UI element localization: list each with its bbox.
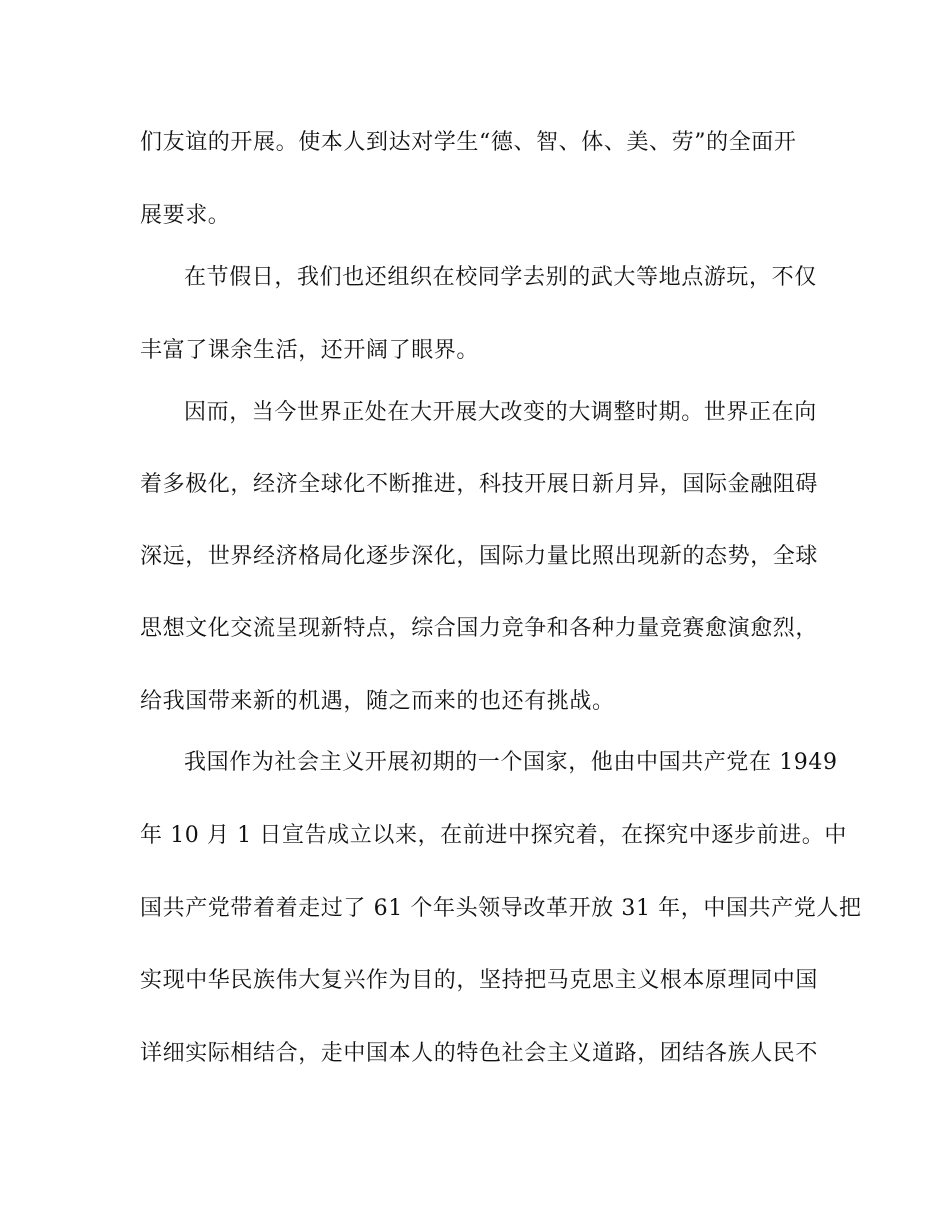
text-line-9: 给我国带来新的机遇，随之而来的也还有挑战。: [140, 689, 615, 714]
paragraph-line-3: 在节假日，我们也还组织在校同学去别的武大等地点游玩，不仅: [184, 265, 817, 290]
paragraph-line-10: 我国作为社会主义开展初期的一个国家，他由中国共产党在 1949: [184, 750, 838, 775]
text-line-11: 年 10 月 1 日宣告成立以来，在前进中探究着，在探究中逐步前进。中: [140, 823, 847, 848]
text-line-13: 实现中华民族伟大复兴作为目的，坚持把马克思主义根本原理同中国: [140, 968, 819, 993]
text-line-14: 详细实际相结合，走中国本人的特色社会主义道路，团结各族人民不: [140, 1041, 819, 1066]
paragraph-line-5: 因而，当今世界正处在大开展大改变的大调整时期。世界正在向: [184, 400, 817, 425]
text-line-6: 着多极化，经济全球化不断推进，科技开展日新月异，国际金融阻碍: [140, 472, 819, 497]
text-line-4: 丰富了课余生活，还开阔了眼界。: [140, 338, 480, 363]
text-line-1: 们友谊的开展。使本人到达对学生“德、智、体、美、劳”的全面开: [140, 130, 797, 155]
text-line-7: 深远，世界经济格局化逐步深化，国际力量比照出现新的态势，全球: [140, 544, 819, 569]
text-line-8: 思想文化交流呈现新特点，综合国力竞争和各种力量竞赛愈演愈烈，: [140, 616, 819, 641]
text-line-12: 国共产党带着着走过了 61 个年头领导改革开放 31 年，中国共产党人把: [140, 896, 862, 921]
text-line-2: 展要求。: [140, 203, 231, 228]
